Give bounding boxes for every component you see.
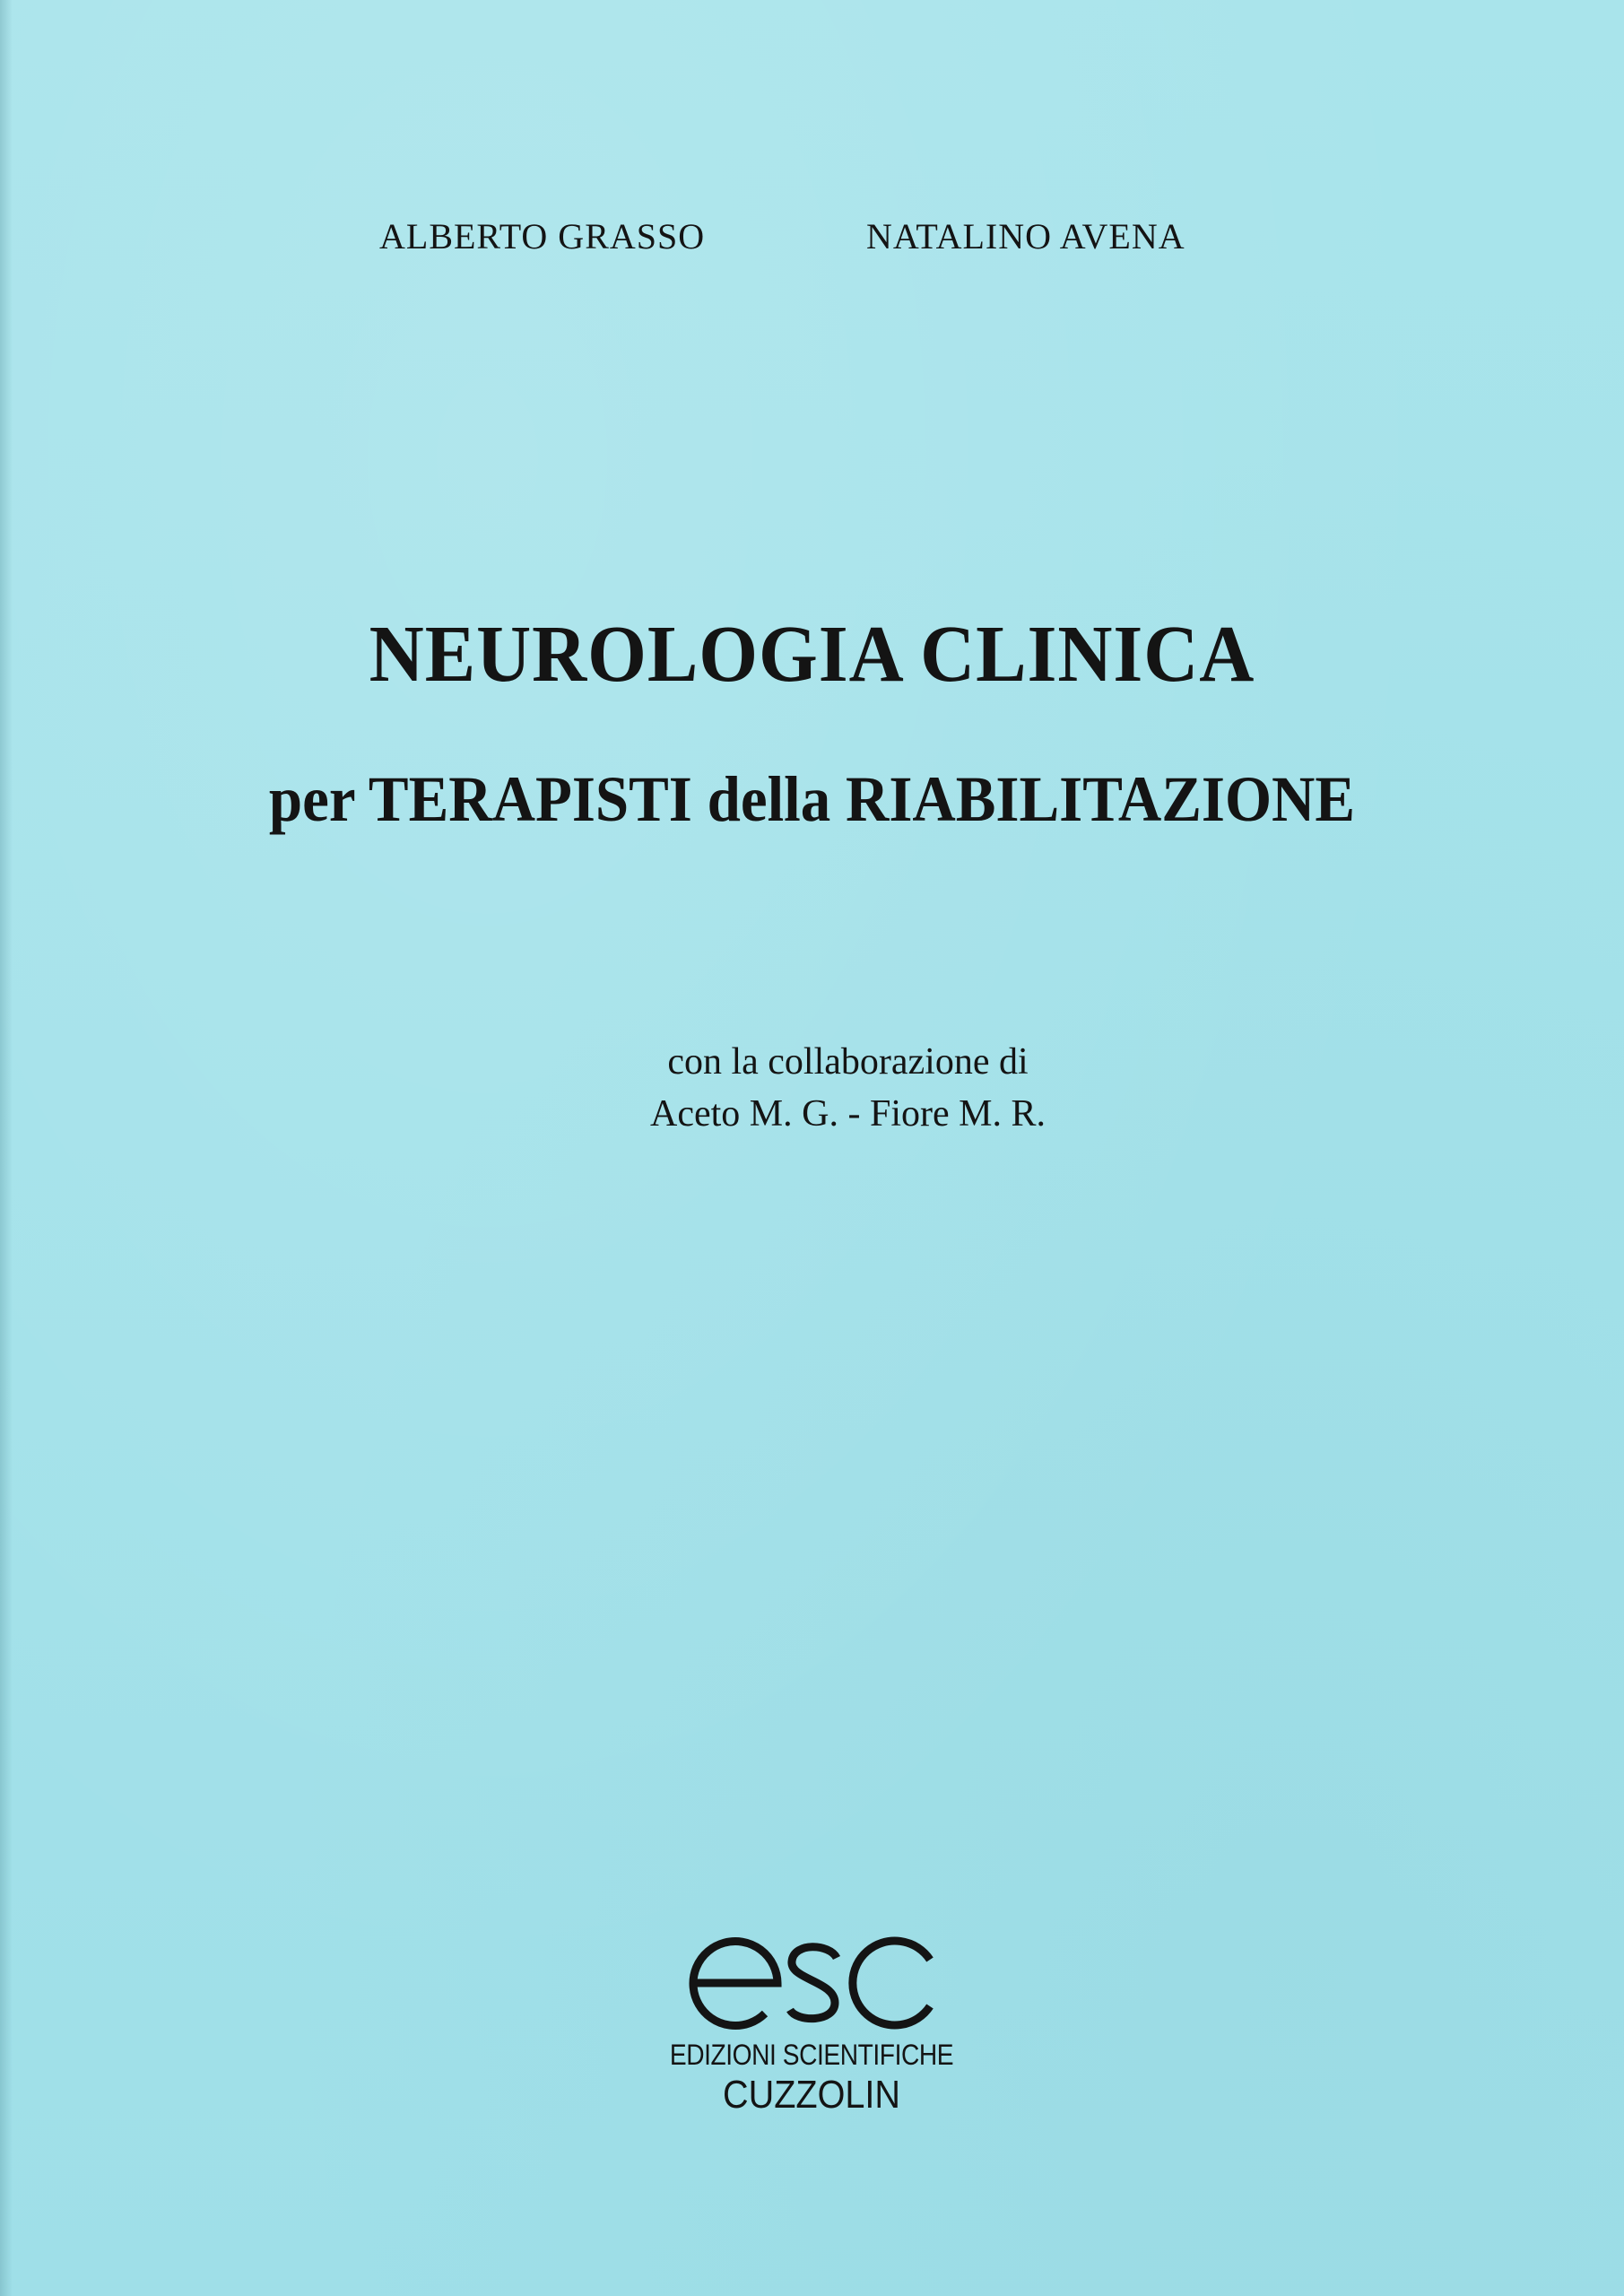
collaboration-intro: con la collaborazione di — [667, 1041, 1029, 1083]
publisher-block — [646, 1933, 977, 2121]
publisher-logo-icon — [677, 1933, 946, 2031]
cover-edge-shadow — [0, 0, 13, 2296]
publisher-name-line-1: EDIZIONI SCIENTIFICHE — [669, 2039, 954, 2071]
book-subtitle: per TERAPISTI della RIABILITAZIONE — [268, 763, 1356, 835]
publisher-name-line-2: CUZZOLIN — [723, 2073, 900, 2117]
author-name: ALBERTO GRASSO — [379, 216, 706, 257]
author-name: NATALINO AVENA — [866, 216, 1185, 257]
book-title: NEUROLOGIA CLINICA — [369, 610, 1255, 699]
collaborator-names: Aceto M. G. - Fiore M. R. — [650, 1093, 1046, 1135]
authors — [0, 215, 1624, 269]
